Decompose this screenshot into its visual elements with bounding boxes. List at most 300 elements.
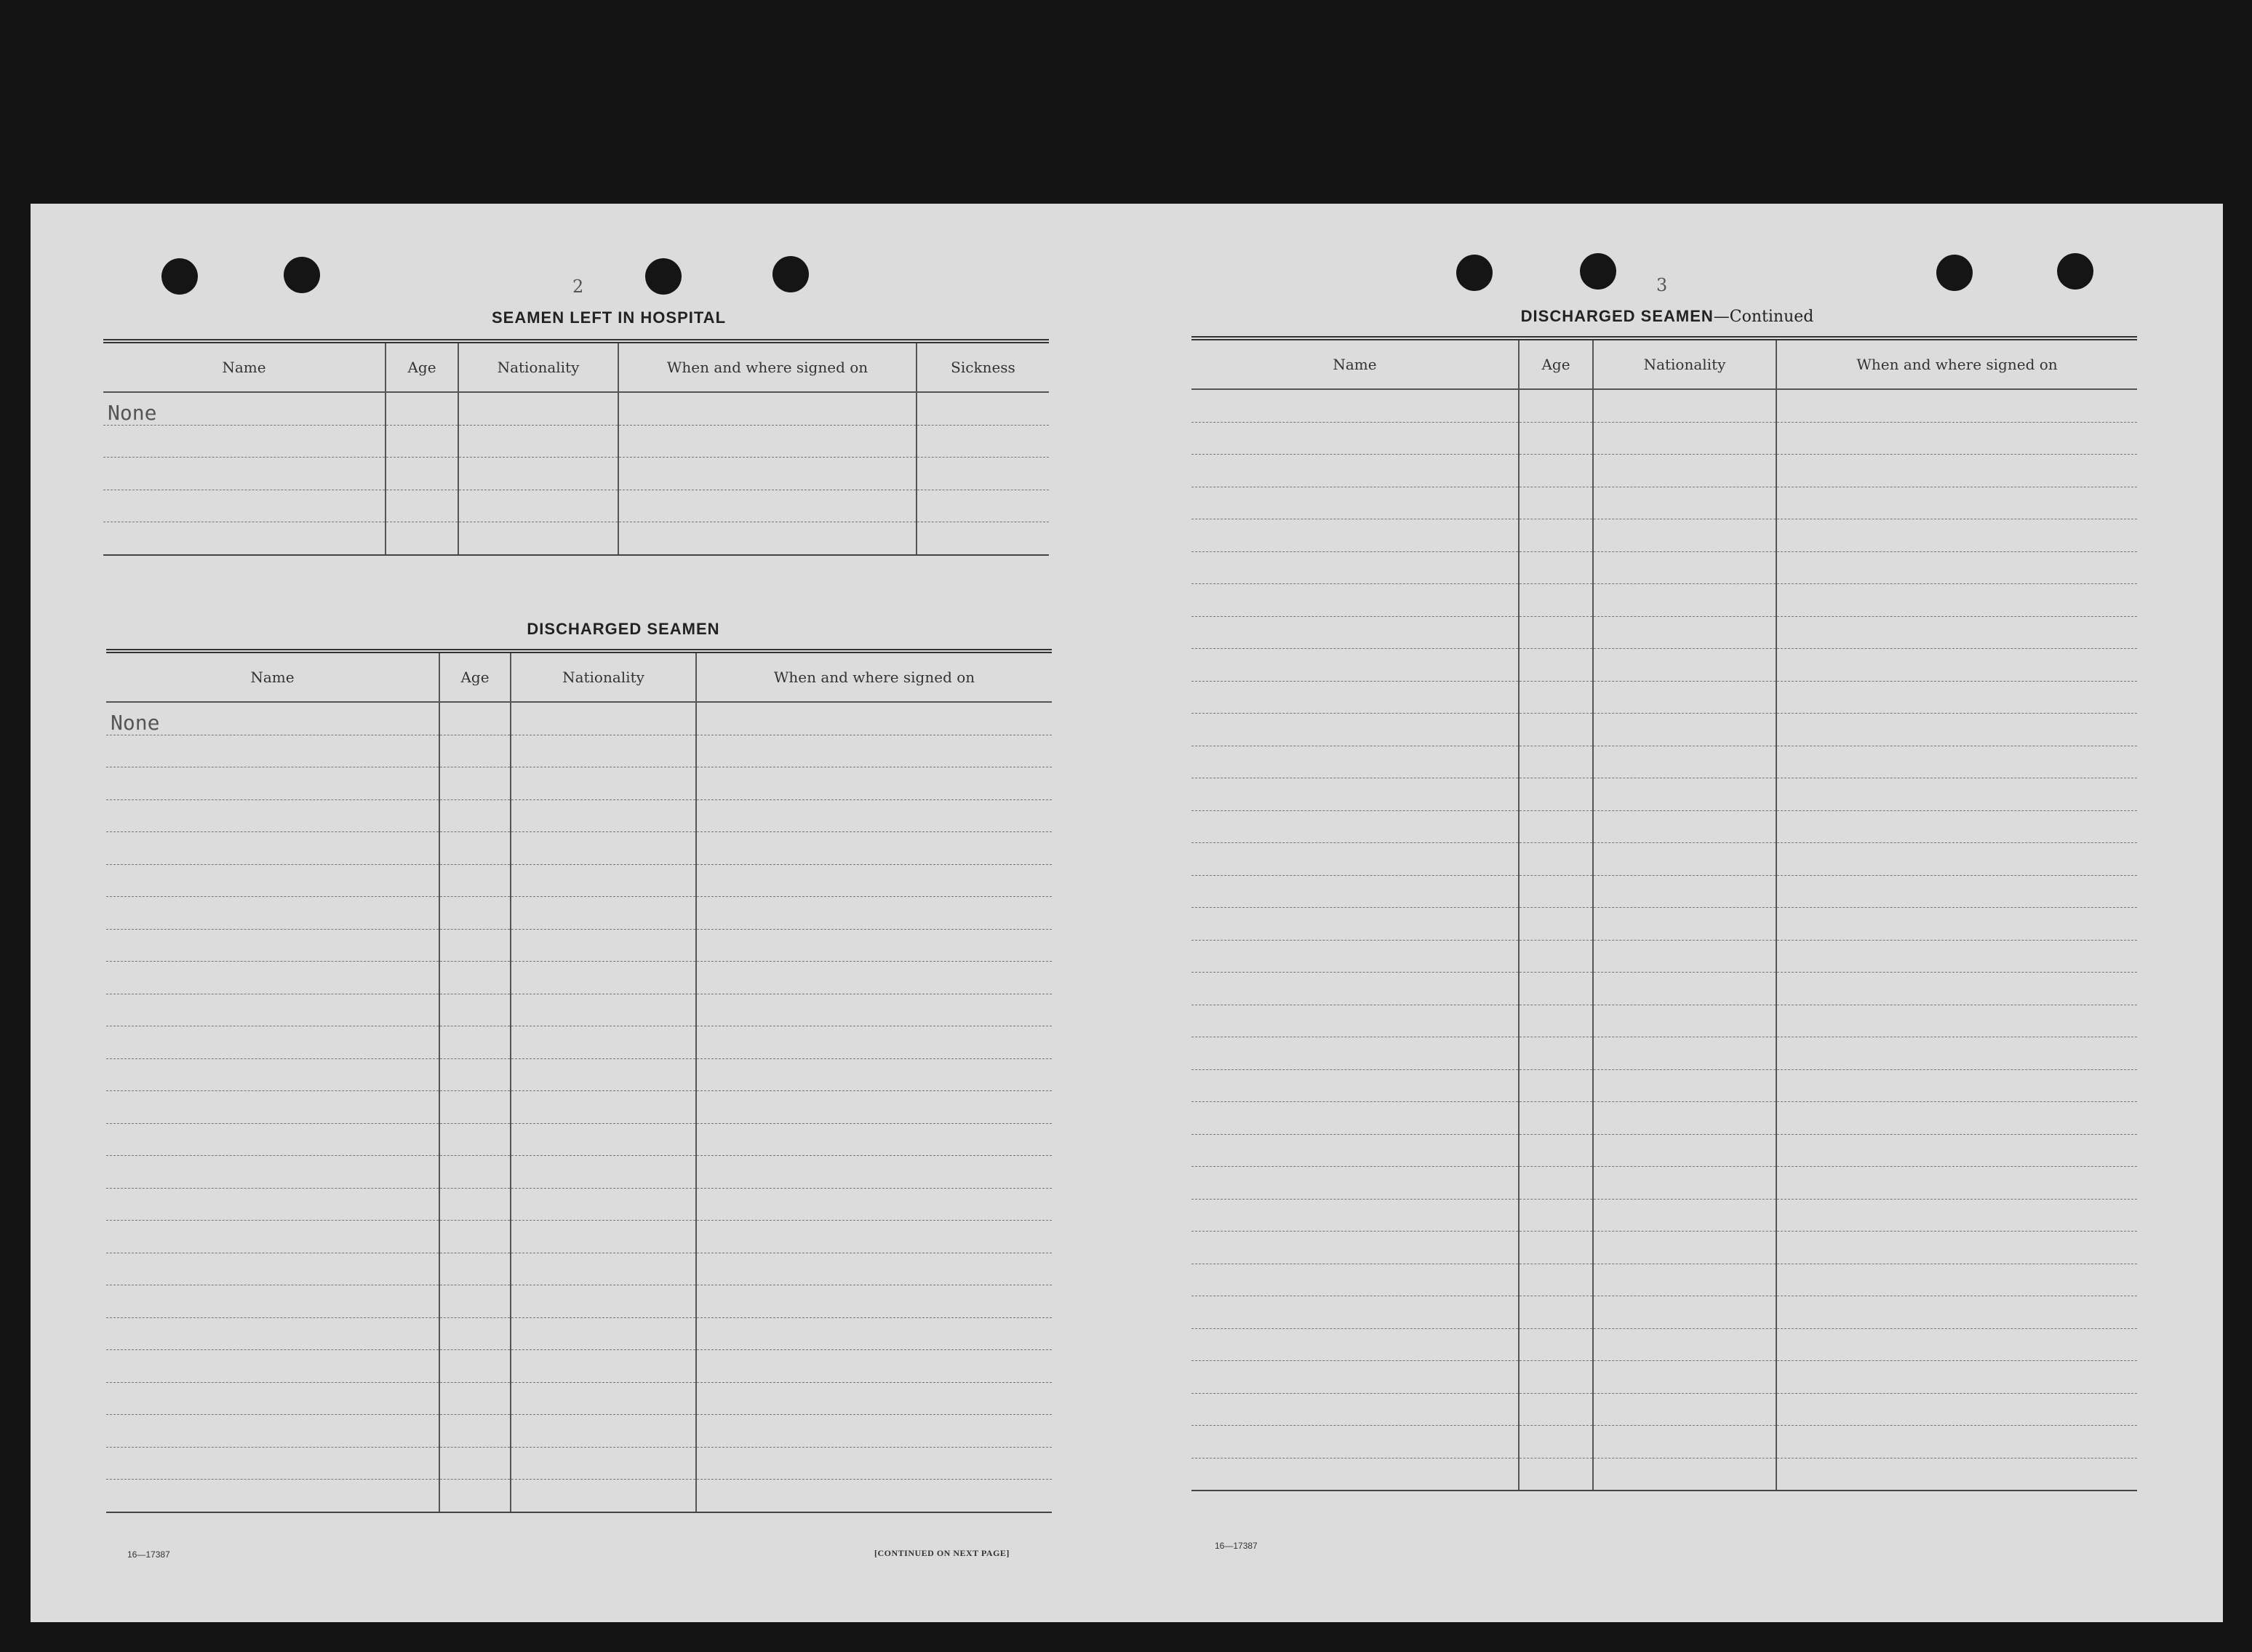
name-cell <box>1191 940 1519 973</box>
column-header-nationality: Nationality <box>1593 338 1776 389</box>
punch-hole <box>2057 253 2093 290</box>
column-header-signed-on: When and where signed on <box>1776 338 2137 389</box>
age-cell <box>439 1447 511 1480</box>
form-code-left: 16—17387 <box>127 1549 170 1560</box>
hospital-table <box>103 339 1049 556</box>
age-cell <box>1519 875 1593 908</box>
signed-on-cell <box>1776 746 2137 778</box>
signed-on-cell <box>696 767 1052 800</box>
name-cell <box>106 962 439 994</box>
age-cell <box>439 735 511 767</box>
name-cell <box>106 1480 439 1512</box>
name-cell <box>106 1415 439 1448</box>
signed-on-cell <box>1776 1005 2137 1037</box>
sickness-cell <box>917 458 1049 490</box>
age-cell <box>1519 1264 1593 1296</box>
signed-on-cell <box>696 1480 1052 1512</box>
table-row <box>1191 1393 2137 1426</box>
table-row <box>1191 455 2137 487</box>
nationality-cell <box>1593 681 1776 714</box>
table-row <box>1191 389 2137 422</box>
nationality-cell <box>458 490 618 522</box>
signed-on-cell <box>1776 616 2137 649</box>
name-cell: None <box>106 702 439 735</box>
age-cell <box>1519 422 1593 455</box>
punch-hole <box>1936 255 1973 291</box>
name-cell <box>103 425 386 458</box>
column-header-name: Name <box>106 651 439 702</box>
age-cell <box>1519 584 1593 617</box>
age-cell <box>439 1350 511 1383</box>
table-row <box>106 1480 1052 1512</box>
form-code-right: 16—17387 <box>1215 1541 1258 1551</box>
name-cell <box>1191 778 1519 811</box>
table-row <box>103 425 1049 458</box>
age-cell <box>1519 1069 1593 1102</box>
table-row <box>106 1123 1052 1156</box>
age-cell <box>439 1123 511 1156</box>
nationality-cell <box>1593 1426 1776 1459</box>
table-row <box>103 458 1049 490</box>
name-cell <box>1191 1361 1519 1394</box>
table-row <box>1191 584 2137 617</box>
signed-on-cell <box>1776 1361 2137 1394</box>
signed-on-cell <box>1776 1199 2137 1232</box>
table-row <box>1191 422 2137 455</box>
nationality-cell <box>511 702 696 735</box>
nationality-cell <box>511 767 696 800</box>
signed-on-cell <box>1776 973 2137 1005</box>
name-cell <box>1191 616 1519 649</box>
signed-on-cell <box>1776 455 2137 487</box>
name-cell <box>106 1221 439 1253</box>
name-cell <box>1191 681 1519 714</box>
table-row <box>103 490 1049 522</box>
age-cell <box>1519 551 1593 584</box>
table-row <box>106 1415 1052 1448</box>
name-cell <box>106 1123 439 1156</box>
table-row <box>106 864 1052 897</box>
age-cell <box>439 1480 511 1512</box>
age-cell <box>386 490 458 522</box>
signed-on-cell <box>1776 1426 2137 1459</box>
age-cell <box>439 1382 511 1415</box>
age-cell <box>386 392 458 425</box>
nationality-cell <box>1593 1393 1776 1426</box>
name-cell <box>1191 422 1519 455</box>
nationality-cell <box>1593 519 1776 552</box>
nationality-cell <box>511 1253 696 1285</box>
name-cell <box>106 1188 439 1221</box>
signed-on-cell <box>696 1058 1052 1091</box>
nationality-cell <box>511 1091 696 1124</box>
table-row <box>1191 487 2137 519</box>
nationality-cell <box>1593 1296 1776 1329</box>
signed-on-cell <box>1776 487 2137 519</box>
table-row <box>106 994 1052 1026</box>
name-cell <box>1191 843 1519 876</box>
sickness-cell <box>917 392 1049 425</box>
table-row <box>106 1156 1052 1189</box>
table-row <box>1191 1037 2137 1070</box>
hospital-header-row <box>103 341 1049 392</box>
punch-hole <box>772 256 809 292</box>
nationality-cell <box>1593 973 1776 1005</box>
nationality-cell <box>1593 649 1776 682</box>
discharged-continued-title-text: DISCHARGED SEAMEN <box>1520 307 1714 325</box>
age-cell <box>439 1285 511 1318</box>
signed-on-cell <box>696 1350 1052 1383</box>
name-cell <box>103 490 386 522</box>
punch-hole <box>161 258 198 295</box>
sickness-cell <box>917 425 1049 458</box>
table-row <box>1191 1069 2137 1102</box>
signed-on-cell <box>1776 1296 2137 1329</box>
nationality-cell <box>1593 551 1776 584</box>
table-row <box>106 1058 1052 1091</box>
page-number-left: 2 <box>572 276 584 297</box>
signed-on-cell <box>618 522 917 555</box>
punch-hole <box>1456 255 1493 291</box>
age-cell <box>1519 843 1593 876</box>
table-row <box>106 1350 1052 1383</box>
table-row <box>106 1221 1052 1253</box>
signed-on-cell <box>1776 1328 2137 1361</box>
age-cell <box>1519 1328 1593 1361</box>
signed-on-cell <box>696 1253 1052 1285</box>
nationality-cell <box>511 962 696 994</box>
age-cell <box>439 1058 511 1091</box>
nationality-cell <box>511 1447 696 1480</box>
signed-on-cell <box>1776 940 2137 973</box>
signed-on-cell <box>696 962 1052 994</box>
signed-on-cell <box>1776 1458 2137 1491</box>
nationality-cell <box>1593 1069 1776 1102</box>
signed-on-cell <box>696 799 1052 832</box>
discharged-continued-title <box>1194 307 2140 326</box>
name-cell <box>103 522 386 555</box>
nationality-cell <box>1593 1232 1776 1264</box>
name-cell <box>1191 1426 1519 1459</box>
signed-on-cell <box>1776 1393 2137 1426</box>
name-cell <box>1191 519 1519 552</box>
table-row <box>106 735 1052 767</box>
nationality-cell <box>1593 1134 1776 1167</box>
column-header-sickness: Sickness <box>917 341 1049 392</box>
name-cell <box>1191 908 1519 941</box>
signed-on-cell <box>618 425 917 458</box>
signed-on-cell <box>1776 1167 2137 1200</box>
age-cell <box>1519 1361 1593 1394</box>
column-header-signed-on: When and where signed on <box>696 651 1052 702</box>
name-cell <box>1191 1232 1519 1264</box>
age-cell <box>1519 1426 1593 1459</box>
continued-suffix: —Continued <box>1713 308 1814 326</box>
age-cell <box>439 929 511 962</box>
signed-on-cell <box>1776 649 2137 682</box>
table-row <box>106 1253 1052 1285</box>
name-cell <box>1191 1393 1519 1426</box>
nationality-cell <box>511 1221 696 1253</box>
age-cell <box>439 832 511 865</box>
table-row <box>106 929 1052 962</box>
age-cell <box>439 702 511 735</box>
signed-on-cell <box>696 1285 1052 1318</box>
age-cell <box>386 458 458 490</box>
table-row <box>1191 1328 2137 1361</box>
name-cell <box>106 1382 439 1415</box>
table-row <box>106 897 1052 930</box>
age-cell <box>1519 389 1593 422</box>
nationality-cell <box>1593 1458 1776 1491</box>
column-header-name: Name <box>1191 338 1519 389</box>
name-cell <box>106 799 439 832</box>
nationality-cell <box>511 1350 696 1383</box>
age-cell <box>1519 1296 1593 1329</box>
name-cell <box>106 864 439 897</box>
nationality-cell <box>511 1188 696 1221</box>
signed-on-cell <box>696 1123 1052 1156</box>
nationality-cell <box>1593 1037 1776 1070</box>
nationality-cell <box>1593 810 1776 843</box>
age-cell <box>1519 973 1593 1005</box>
name-cell <box>1191 1005 1519 1037</box>
name-cell <box>1191 1102 1519 1135</box>
table-row <box>1191 1232 2137 1264</box>
nationality-cell <box>458 522 618 555</box>
discharged-section-title: DISCHARGED SEAMEN <box>527 620 720 638</box>
table-row <box>1191 1361 2137 1394</box>
table-row <box>1191 551 2137 584</box>
nationality-cell <box>1593 1328 1776 1361</box>
signed-on-cell <box>618 392 917 425</box>
age-cell <box>1519 487 1593 519</box>
name-cell <box>1191 1037 1519 1070</box>
column-header-age: Age <box>1519 338 1593 389</box>
table-row <box>1191 1167 2137 1200</box>
age-cell <box>439 767 511 800</box>
nationality-cell <box>458 425 618 458</box>
table-row <box>1191 778 2137 811</box>
table-row <box>106 1447 1052 1480</box>
signed-on-cell <box>1776 843 2137 876</box>
name-cell <box>1191 875 1519 908</box>
table-row <box>106 1382 1052 1415</box>
name-cell <box>103 458 386 490</box>
table-row <box>1191 1296 2137 1329</box>
age-cell <box>439 1026 511 1059</box>
nationality-cell <box>1593 389 1776 422</box>
signed-on-cell <box>1776 908 2137 941</box>
table-row <box>106 767 1052 800</box>
table-row <box>106 702 1052 735</box>
signed-on-cell <box>1776 422 2137 455</box>
age-cell <box>1519 714 1593 746</box>
table-row <box>106 1091 1052 1124</box>
nationality-cell <box>1593 908 1776 941</box>
age-cell <box>386 425 458 458</box>
table-row <box>106 1188 1052 1221</box>
name-cell <box>1191 584 1519 617</box>
signed-on-cell <box>1776 810 2137 843</box>
name-cell <box>106 1091 439 1124</box>
name-cell <box>106 994 439 1026</box>
age-cell <box>1519 810 1593 843</box>
signed-on-cell <box>696 994 1052 1026</box>
nationality-cell <box>511 735 696 767</box>
age-cell <box>439 897 511 930</box>
nationality-cell <box>511 1285 696 1318</box>
age-cell <box>439 864 511 897</box>
age-cell <box>439 962 511 994</box>
nationality-cell <box>1593 1264 1776 1296</box>
table-row <box>1191 649 2137 682</box>
nationality-cell <box>1593 875 1776 908</box>
table-row <box>1191 519 2137 552</box>
age-cell <box>1519 746 1593 778</box>
table-row <box>1191 681 2137 714</box>
nationality-cell <box>1593 1005 1776 1037</box>
name-cell <box>1191 746 1519 778</box>
column-header-signed-on: When and where signed on <box>618 341 917 392</box>
age-cell <box>439 1221 511 1253</box>
continued-header-row <box>1191 338 2137 389</box>
nationality-cell <box>1593 843 1776 876</box>
name-cell <box>106 1350 439 1383</box>
signed-on-cell <box>696 1382 1052 1415</box>
name-cell <box>106 767 439 800</box>
table-row <box>1191 714 2137 746</box>
age-cell <box>1519 1037 1593 1070</box>
age-cell <box>1519 1134 1593 1167</box>
age-cell <box>439 1253 511 1285</box>
table-row <box>1191 1199 2137 1232</box>
signed-on-cell <box>696 735 1052 767</box>
name-cell <box>106 897 439 930</box>
table-row <box>106 1285 1052 1318</box>
sickness-cell <box>917 522 1049 555</box>
table-row <box>1191 875 2137 908</box>
age-cell <box>1519 455 1593 487</box>
signed-on-cell <box>618 458 917 490</box>
nationality-cell <box>511 897 696 930</box>
age-cell <box>1519 649 1593 682</box>
nationality-cell <box>1593 1361 1776 1394</box>
punch-hole <box>284 257 320 293</box>
nationality-cell <box>1593 487 1776 519</box>
name-cell <box>1191 1264 1519 1296</box>
name-cell <box>1191 810 1519 843</box>
signed-on-cell <box>696 1188 1052 1221</box>
nationality-cell <box>511 1123 696 1156</box>
age-cell <box>1519 519 1593 552</box>
nationality-cell <box>1593 455 1776 487</box>
signed-on-cell <box>696 702 1052 735</box>
signed-on-cell <box>696 929 1052 962</box>
name-cell <box>1191 714 1519 746</box>
age-cell <box>1519 1005 1593 1037</box>
table-row <box>1191 1426 2137 1459</box>
name-cell <box>106 1026 439 1059</box>
signed-on-cell <box>1776 714 2137 746</box>
signed-on-cell <box>1776 1264 2137 1296</box>
nationality-cell <box>1593 422 1776 455</box>
signed-on-cell <box>1776 519 2137 552</box>
age-cell <box>1519 1458 1593 1491</box>
table-row <box>1191 1458 2137 1491</box>
signed-on-cell <box>1776 1037 2137 1070</box>
punch-hole <box>645 258 682 295</box>
table-row <box>103 392 1049 425</box>
nationality-cell <box>511 1058 696 1091</box>
age-cell <box>439 994 511 1026</box>
nationality-cell <box>1593 616 1776 649</box>
name-cell <box>1191 1199 1519 1232</box>
column-header-age: Age <box>386 341 458 392</box>
age-cell <box>1519 908 1593 941</box>
nationality-cell <box>511 832 696 865</box>
age-cell <box>1519 1232 1593 1264</box>
table-row <box>103 522 1049 555</box>
name-cell <box>106 832 439 865</box>
page-number-right: 3 <box>1656 275 1668 295</box>
nationality-cell <box>511 1480 696 1512</box>
table-row <box>1191 973 2137 1005</box>
signed-on-cell <box>696 1221 1052 1253</box>
name-cell <box>1191 1296 1519 1329</box>
age-cell <box>439 1317 511 1350</box>
signed-on-cell <box>696 1026 1052 1059</box>
name-cell <box>106 1317 439 1350</box>
nationality-cell <box>511 864 696 897</box>
punch-hole <box>1580 253 1616 290</box>
nationality-cell <box>1593 584 1776 617</box>
signed-on-cell <box>696 897 1052 930</box>
name-cell <box>1191 1458 1519 1491</box>
hospital-section-title: SEAMEN LEFT IN HOSPITAL <box>491 308 727 327</box>
signed-on-cell <box>1776 875 2137 908</box>
age-cell <box>1519 1102 1593 1135</box>
nationality-cell <box>511 1415 696 1448</box>
nationality-cell <box>1593 714 1776 746</box>
age-cell <box>439 1415 511 1448</box>
column-header-age: Age <box>439 651 511 702</box>
name-cell <box>1191 1134 1519 1167</box>
sickness-cell <box>917 490 1049 522</box>
nationality-cell <box>511 929 696 962</box>
table-row <box>1191 908 2137 941</box>
column-header-nationality: Nationality <box>458 341 618 392</box>
nationality-cell <box>458 458 618 490</box>
discharged-header-row <box>106 651 1052 702</box>
age-cell <box>439 1156 511 1189</box>
signed-on-cell <box>1776 1232 2137 1264</box>
table-row <box>1191 1134 2137 1167</box>
continued-note: [CONTINUED ON NEXT PAGE] <box>874 1548 1010 1558</box>
signed-on-cell <box>696 1317 1052 1350</box>
name-cell <box>1191 389 1519 422</box>
name-cell <box>1191 487 1519 519</box>
name-cell <box>1191 973 1519 1005</box>
nationality-cell <box>511 1026 696 1059</box>
signed-on-cell <box>696 832 1052 865</box>
signed-on-cell <box>1776 389 2137 422</box>
signed-on-cell <box>696 864 1052 897</box>
nationality-cell <box>511 1382 696 1415</box>
name-cell <box>1191 649 1519 682</box>
table-row <box>1191 746 2137 778</box>
nationality-cell <box>1593 940 1776 973</box>
